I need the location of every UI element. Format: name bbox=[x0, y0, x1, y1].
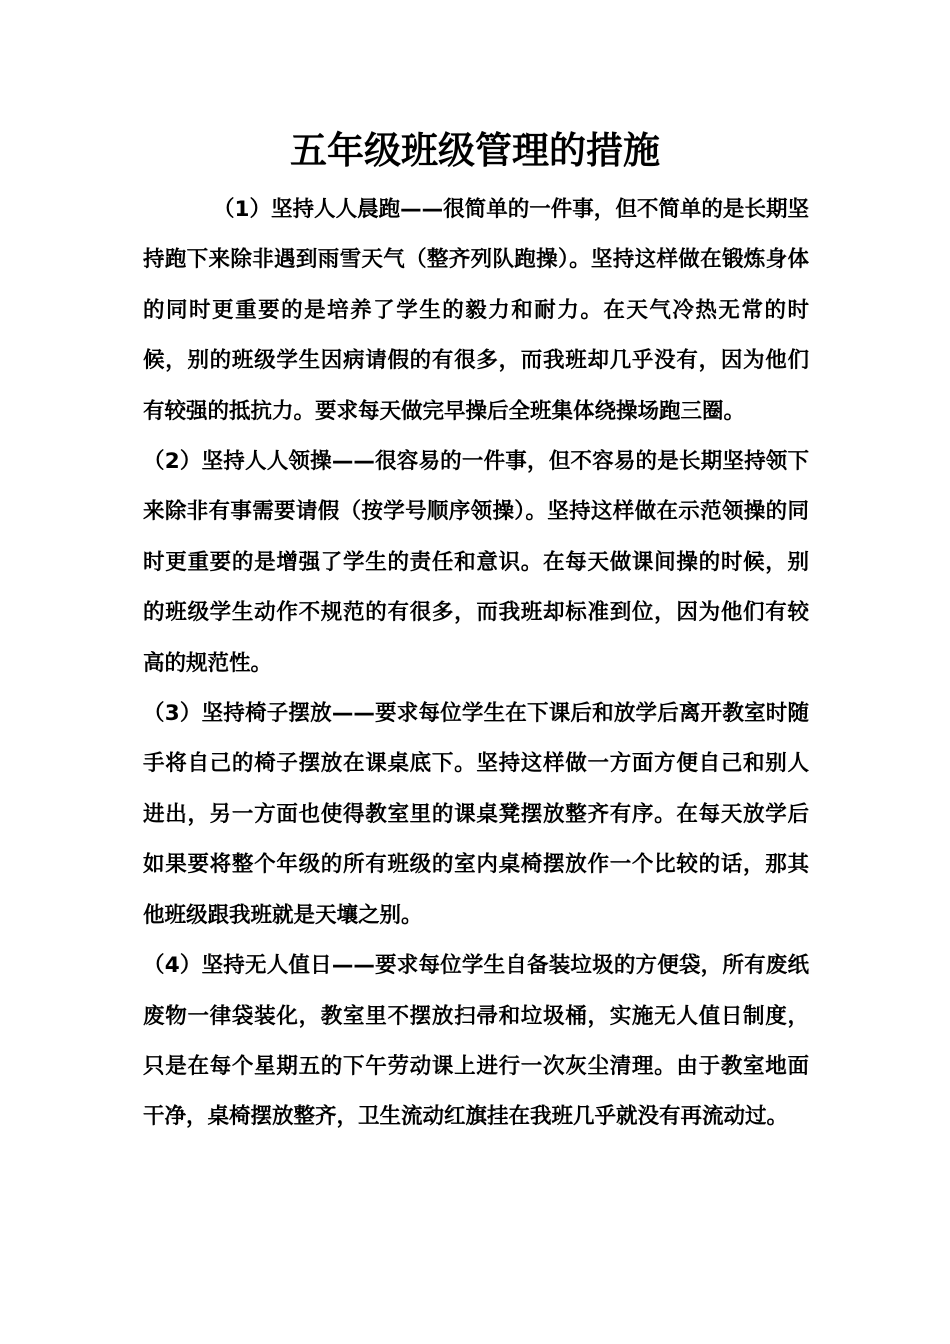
paragraph-3: （3）坚持椅子摆放——要求每位学生在下课后和放学后离开教室时随手将自己的椅子摆放在课桌底下。坚持这样做一方面方便自己和别人进出，另一方面也使得教室里的课桌凳摆放整齐有序。在每天放学后如果要将整个年级的所有班级的室内桌椅摆放作一个比较的话，那其他班级跟我班就是天壤之别。 bbox=[143, 701, 809, 928]
paragraph-1: （1）坚持人人晨跑——很简单的一件事，但不简单的是长期坚持跑下来除非遇到雨雪天气（整齐列队跑操）。坚持这样做在锻炼身体的同时更重要的是培养了学生的毅力和耐力。在天气冷热无常的时候，别的班级学生因病请假的有很多，而我班却几乎没有，因为他们有较强的抵抗力。要求每天做完早操后全班集体绕操场跑三圈。 bbox=[143, 197, 809, 424]
document-body bbox=[143, 185, 809, 1143]
paragraph-4: （4）坚持无人值日——要求每位学生自备装垃圾的方便袋，所有废纸废物一律袋装化，教室里不摆放扫帚和垃圾桶，实施无人值日制度，只是在每个星期五的下午劳动课上进行一次灰尘清理。由于教室地面干净，桌椅摆放整齐，卫生流动红旗挂在我班几乎就没有再流动过。 bbox=[143, 953, 809, 1130]
paragraph-2: （2）坚持人人领操——很容易的一件事，但不容易的是长期坚持领下来除非有事需要请假（按学号顺序领操）。坚持这样做在示范领操的同时更重要的是增强了学生的责任和意识。在每天做课间操的时候，别的班级学生动作不规范的有很多，而我班却标准到位，因为他们有较高的规范性。 bbox=[143, 449, 809, 676]
page-title: 五年级班级管理的措施 bbox=[290, 128, 660, 172]
